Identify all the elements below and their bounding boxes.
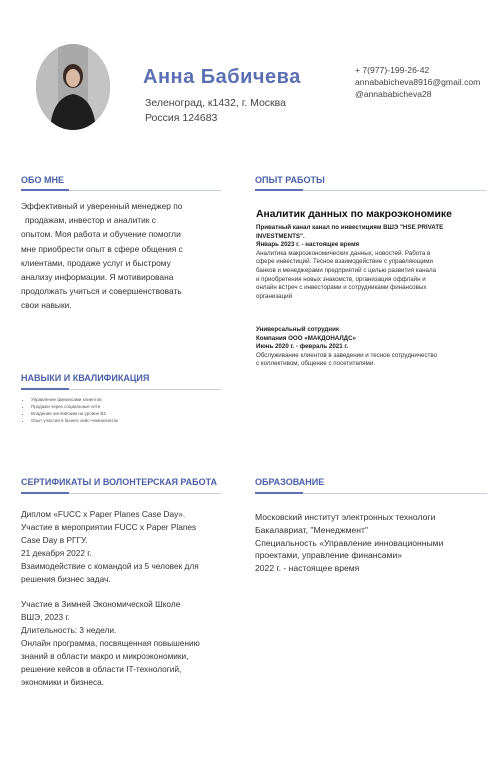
certs-block-2: Участие в Зимней Экономической Школе ВШЭ, 2023 г. Длительность: 3 недели. Онлайн программа, посвященная повышению знаний в области макро и микроэкономики, решение кейсов в области IT-технологий, экономики и бизнеса. (21, 599, 200, 687)
profile-photo (36, 44, 110, 130)
telegram-handle[interactable]: @annababicheva28 (355, 89, 432, 99)
list-item: • Опыт участия в бизнес кейс-чемпионатах (31, 418, 231, 425)
skills-list (21, 397, 231, 425)
certs-divider (21, 493, 221, 494)
skills-divider (21, 389, 221, 390)
list-item: • Управление финансами клиентов (31, 397, 231, 404)
list-item: • Владение английским на уровне B2 (31, 411, 231, 418)
person-name: Анна Бабичева (143, 66, 301, 88)
email[interactable]: annababicheva8916@gmail.com (355, 77, 481, 87)
job-2-details: Универсальный сотрудник Компания ООО «МАКДОНАЛДС» Июнь 2020 г. - февраль 2021 г. Обслуживание клиентов в заведении и тесное сотрудничество с коллективом, общение с посетителями. (256, 326, 438, 368)
education-details: Московский институт электронных технологи Бакалавриат, "Менеджмент" Специальность «Управление инновационными проектами, управление финансами» 2022 г. - настоящее время (255, 512, 444, 574)
address-line-1: Зеленоград, к1432, г. Москва (145, 97, 286, 109)
job-1-details: Приватный канал канал по инвестициям ВШЭ "HSE PRIVATE INVESTMENTS". Январь 2023 г. - настоящее время Аналитика макроэкономических данных, новостей. Работа в сфере инвестиций. Тесное взаимодействие с управляющими банков и менеджерами предприятий с целью развития канала и приобретения новых знакомств, организация оффлайн и онлайн встреч с инвесторами и сотрудниками финансовых организаций (256, 224, 444, 300)
education-divider (255, 493, 487, 494)
about-text: Эффективный и уверенный менеджер по продажам, инвестор и аналитик с опытом. Моя работа и обучение помогли мне приобрести опыт в сфере общения с клиентами, продаже услуг и быстрому анализу информации. Я мотивирована продолжать учиться и совершенствовать свои навыки. (21, 201, 183, 311)
about-divider (21, 190, 221, 191)
certs-title: СЕРТИФИКАТЫ И ВОЛОНТЕРСКАЯ РАБОТА (21, 477, 218, 487)
job-title: Аналитик данных по макроэкономике (256, 209, 452, 220)
certs-block-1: Диплом «FUCC x Paper Planes Case Day». Участие в мероприятии FUCC x Paper Planes Case Day в РГГУ. 21 декабря 2022 г. Взаимодействие с командой из 5 человек для решения бизнес задач. (21, 509, 199, 584)
experience-divider (255, 190, 487, 191)
list-item: • Продажи через социальные сети (31, 404, 231, 411)
address-line-2: Россия 124683 (145, 112, 218, 124)
experience-title: ОПЫТ РАБОТЫ (255, 175, 325, 185)
skills-title: НАВЫКИ И КВАЛИФИКАЦИЯ (21, 373, 150, 383)
phone[interactable]: + 7(977)-199-26-42 (355, 65, 430, 75)
about-title: ОБО МНЕ (21, 175, 64, 185)
education-title: ОБРАЗОВАНИЕ (255, 477, 325, 487)
